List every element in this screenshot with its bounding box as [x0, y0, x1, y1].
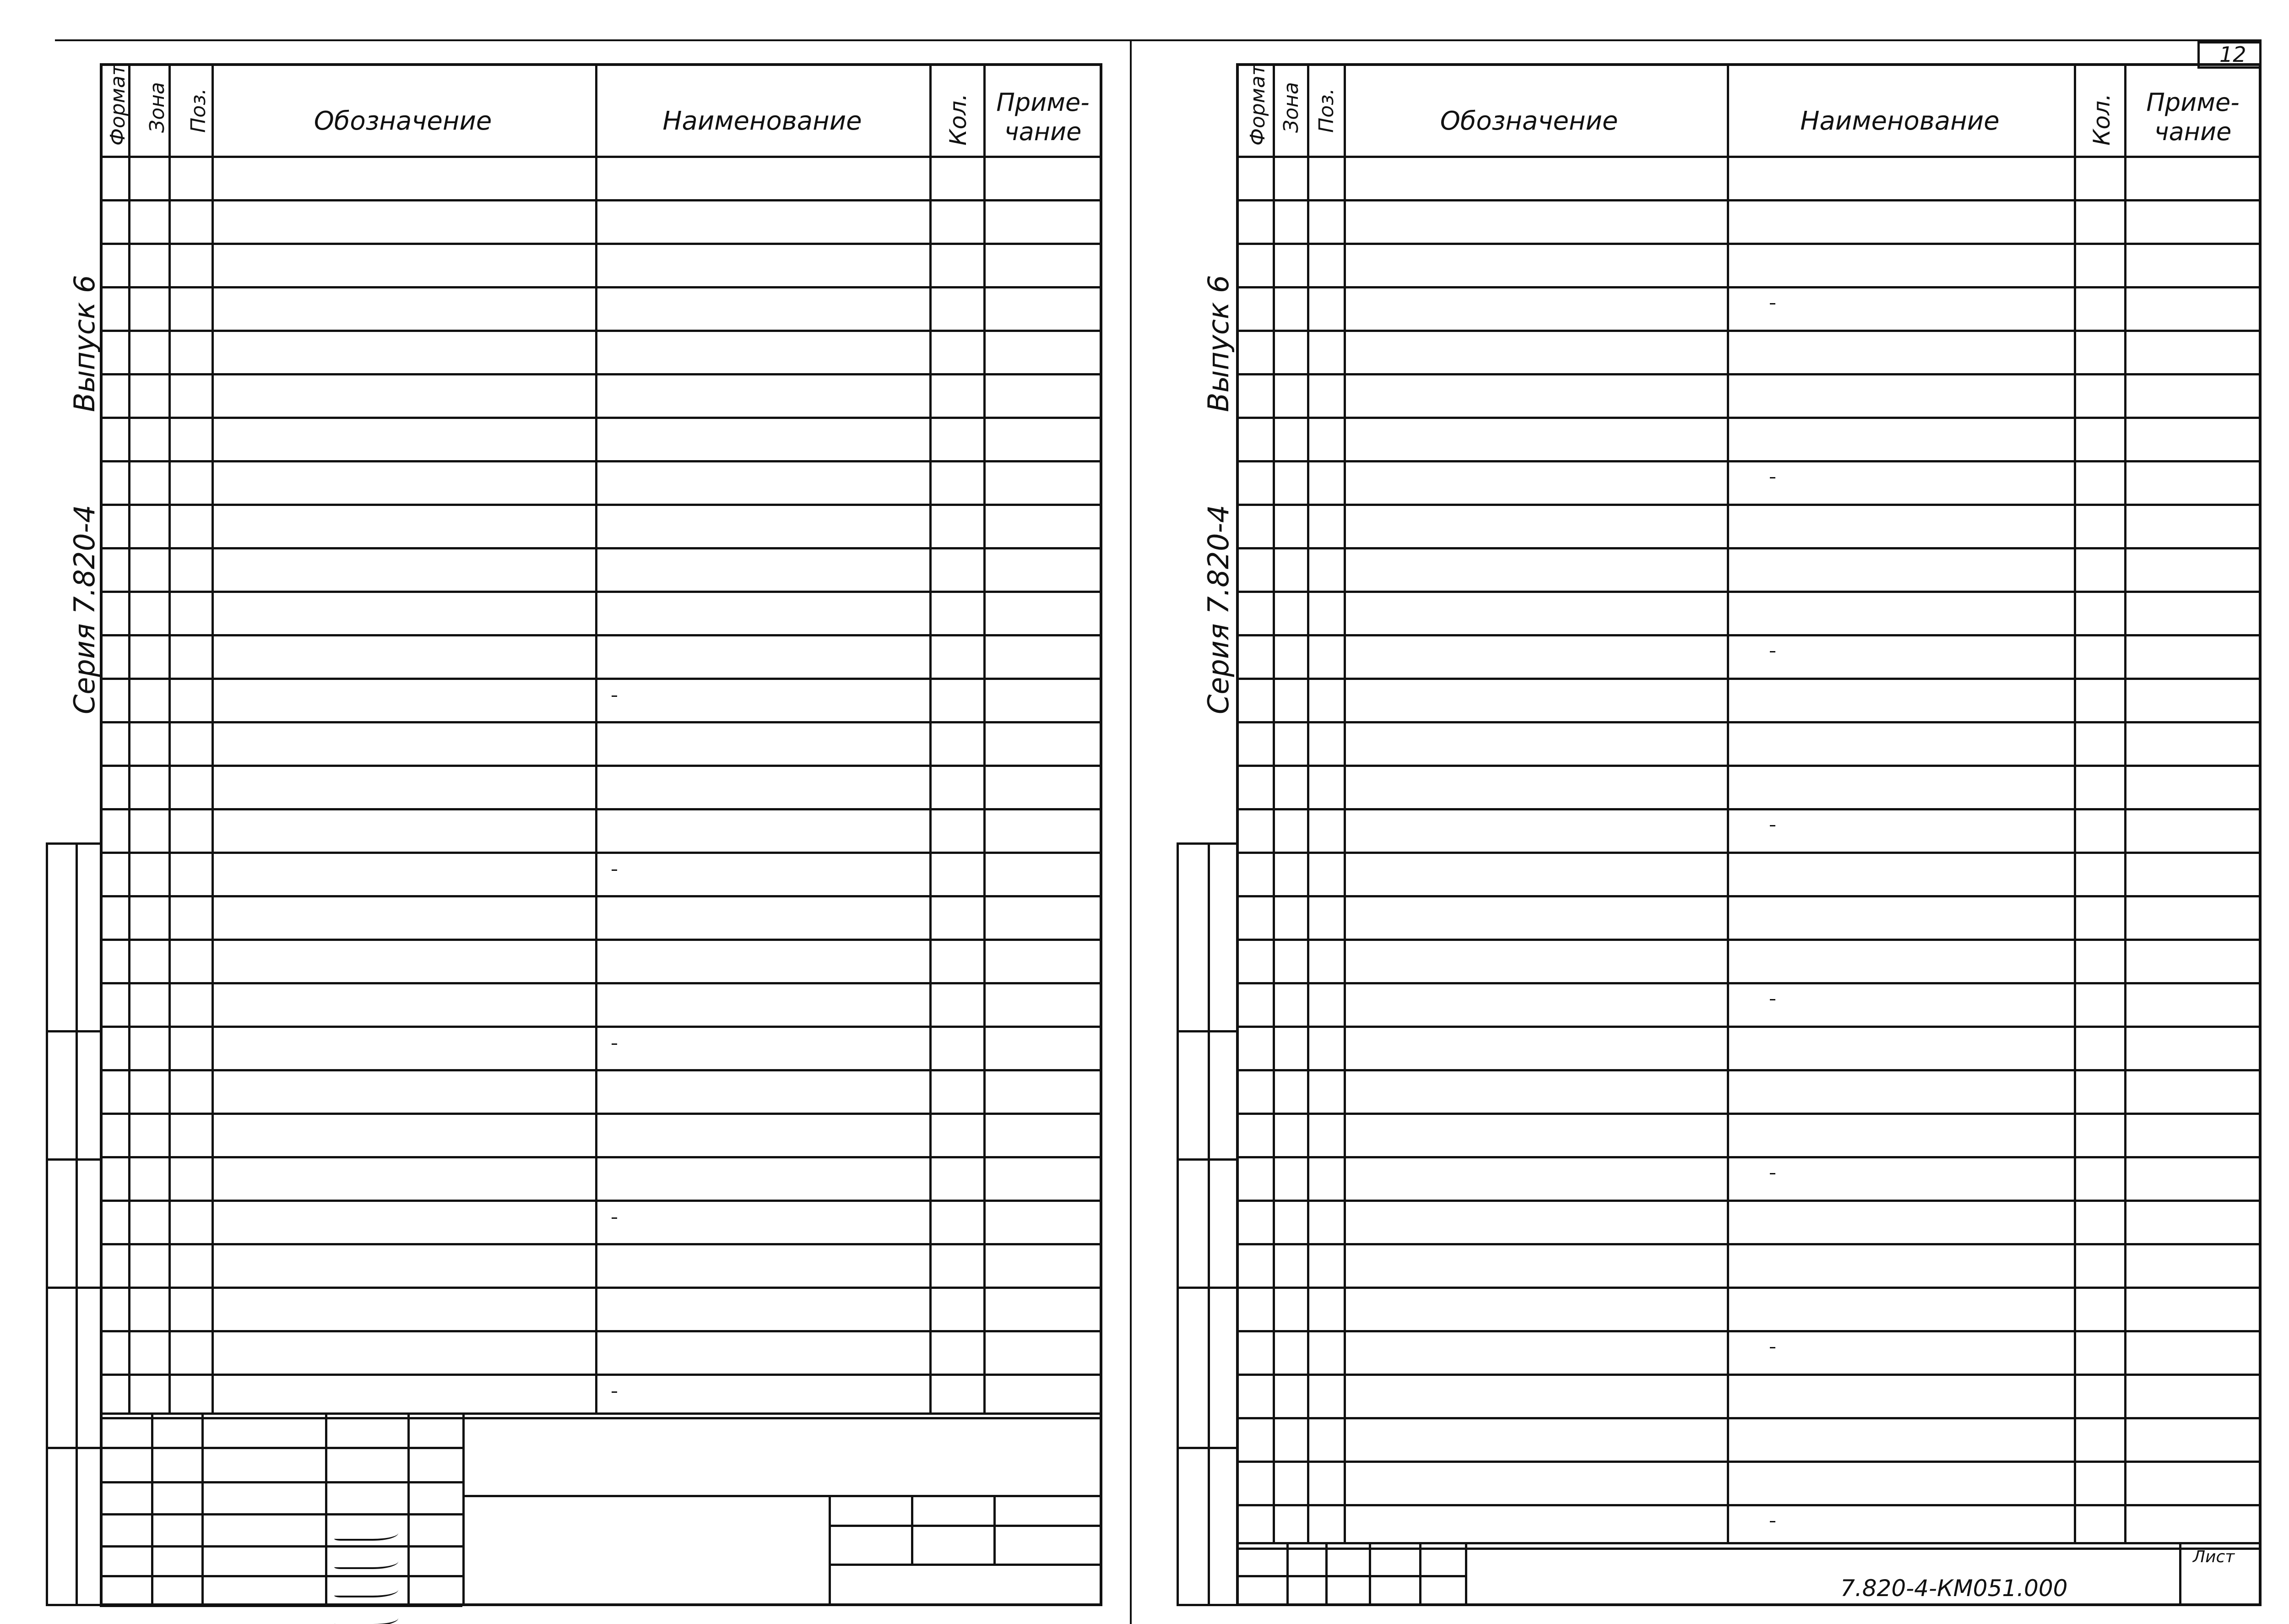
r-header-format: Формат [1246, 64, 1269, 146]
row-line [1236, 1374, 2262, 1376]
r-header-designation: Обозначение [1440, 106, 1618, 136]
signature [334, 1550, 398, 1569]
row-line [1236, 1243, 2262, 1245]
gost-block [600, 1122, 920, 1181]
stamp-row [100, 1545, 462, 1548]
row-line [100, 1200, 1102, 1202]
tolerance [1770, 1347, 1775, 1348]
header-designation: Обозначение [314, 106, 492, 136]
side-issue: Выпуск 6 [68, 275, 101, 412]
row-line [1236, 765, 2262, 767]
tolerance [1770, 303, 1775, 304]
tolerance [1770, 999, 1775, 1000]
signature [334, 1607, 398, 1624]
row-line [1236, 852, 2262, 854]
row-line [1236, 1504, 2262, 1506]
r-side-series: Серия 7.820-4 [1202, 505, 1235, 714]
row-line [1236, 808, 2262, 810]
signature [334, 1521, 398, 1541]
tolerance-grade [1770, 651, 1775, 652]
row-line [1236, 939, 2262, 941]
strip-divider [46, 1158, 103, 1161]
row-line [100, 721, 1102, 723]
row-line [1236, 1548, 2262, 1550]
row-line [100, 1113, 1102, 1115]
tolerance-grade [1770, 1347, 1775, 1348]
side-series: Серия 7.820-4 [68, 505, 101, 714]
row-line [1236, 547, 2262, 549]
r-header-note: Приме- чание [2146, 88, 2240, 146]
r-header-pos: Поз. [1315, 88, 1338, 133]
header-pos: Поз. [187, 88, 210, 133]
stamp-col [462, 1412, 465, 1606]
header-zone: Зона [146, 82, 169, 133]
gost-block [600, 600, 920, 659]
gost-block [1735, 1077, 2074, 1137]
tolerance-grade [612, 1043, 617, 1045]
header-name: Наименование [662, 106, 862, 136]
header-qty: Кол. [945, 93, 971, 146]
row-line [100, 199, 1102, 201]
tolerance-grade [612, 869, 617, 871]
r-footer-sheet-label: Лист [2193, 1548, 2235, 1566]
row-line [100, 286, 1102, 288]
r-footer-code: 7.820-4-КМ051.000 [1840, 1575, 2068, 1602]
stamp-div [829, 1495, 831, 1606]
tolerance-grade [1770, 825, 1775, 826]
row-line [1236, 634, 2262, 636]
row-line [100, 895, 1102, 897]
strip-divider [46, 1030, 103, 1032]
row-line [100, 634, 1102, 636]
r-header-qty: Кол. [2088, 93, 2115, 146]
tolerance-grade [1770, 999, 1775, 1000]
length-spec [1767, 1161, 1775, 1184]
tolerance [1770, 1173, 1775, 1174]
tolerance-grade [1770, 1173, 1775, 1174]
gost-block [1735, 555, 2074, 615]
row-line [100, 1287, 1102, 1289]
row-line [100, 982, 1102, 984]
stamp-div [993, 1495, 996, 1564]
length-spec [609, 857, 617, 880]
tolerance-grade [612, 695, 617, 697]
row-line [1236, 1113, 2262, 1115]
length-spec [1767, 813, 1775, 836]
strip-divider [46, 1287, 103, 1289]
row-line [1236, 982, 2262, 984]
stamp-row [100, 1513, 462, 1515]
row-line [1236, 721, 2262, 723]
tolerance [1770, 825, 1775, 826]
row-line [1236, 330, 2262, 332]
row-line [1236, 1156, 2262, 1158]
length-spec [1767, 639, 1775, 662]
gost-block [1735, 903, 2074, 963]
tolerance-grade [612, 1391, 617, 1393]
row-line [1236, 1200, 2262, 1202]
stamp-div [829, 1564, 1102, 1566]
r-side-issue: Выпуск 6 [1202, 275, 1235, 412]
row-line [1236, 1417, 2262, 1419]
row-line [100, 1156, 1102, 1158]
row-line [100, 1069, 1102, 1071]
row-line [1236, 199, 2262, 201]
tolerance-grade [1770, 1521, 1775, 1522]
row-line [1236, 417, 2262, 419]
length-spec [609, 1205, 617, 1228]
tolerance [1770, 1521, 1775, 1522]
row-line [100, 1417, 1102, 1419]
tolerance [612, 695, 617, 697]
row-line [100, 1026, 1102, 1028]
row-line [100, 1412, 1102, 1415]
length-spec [609, 1379, 617, 1402]
stamp-mid [462, 1495, 1102, 1497]
sheet-number: 12 [2219, 42, 2246, 67]
row-line [1236, 460, 2262, 462]
row-line [1236, 1461, 2262, 1463]
gost-block [600, 774, 920, 833]
row-line [1236, 1026, 2262, 1028]
header-format: Формат [106, 64, 130, 146]
stamp-row [100, 1481, 462, 1483]
stamp-row [100, 1447, 462, 1449]
gost-block [600, 948, 920, 1007]
tolerance [612, 1043, 617, 1045]
tolerance-grade [1770, 303, 1775, 304]
signature [334, 1578, 398, 1597]
row-line [100, 1243, 1102, 1245]
row-line [100, 243, 1102, 245]
row-line [1236, 373, 2262, 375]
tolerance [1770, 651, 1775, 652]
gost-block [1735, 1425, 2074, 1485]
r-header-name: Наименование [1800, 106, 2000, 136]
row-line [1236, 1069, 2262, 1071]
tolerance [612, 869, 617, 871]
row-line [1236, 504, 2262, 506]
stamp-row [100, 1605, 462, 1607]
stamp-strip-frame [46, 842, 103, 1606]
strip-divider [46, 1447, 103, 1449]
row-line [1236, 243, 2262, 245]
header-note: Приме- чание [996, 88, 1090, 146]
length-spec [1767, 987, 1775, 1010]
row-line [1236, 286, 2262, 288]
row-line [100, 808, 1102, 810]
gost-block [600, 1296, 920, 1355]
tolerance [612, 1217, 617, 1219]
row-line [1236, 895, 2262, 897]
length-spec [1767, 1509, 1775, 1532]
row-line [100, 765, 1102, 767]
length-spec [1767, 291, 1775, 314]
row-line [100, 460, 1102, 462]
length-spec [609, 1031, 617, 1054]
gost-block [1735, 207, 2074, 267]
stamp-row [100, 1575, 462, 1577]
strip-inner [76, 842, 78, 1606]
row-line [1236, 1330, 2262, 1332]
row-line [1236, 678, 2262, 680]
row-line [100, 504, 1102, 506]
row-line [100, 1374, 1102, 1376]
gost-block [1735, 381, 2074, 441]
tolerance [612, 1391, 617, 1393]
row-line [100, 417, 1102, 419]
stamp-div [829, 1525, 1102, 1527]
row-line [100, 373, 1102, 375]
row-line [1236, 591, 2262, 593]
r-header-zone: Зона [1280, 82, 1303, 133]
length-spec [609, 683, 617, 706]
row-line [100, 939, 1102, 941]
tolerance [1770, 477, 1775, 478]
stamp-div [911, 1495, 913, 1564]
length-spec [1767, 465, 1775, 488]
length-spec [1767, 1335, 1775, 1358]
strip-inner [1208, 842, 1210, 1606]
row-line [100, 852, 1102, 854]
gost-block [1735, 1251, 2074, 1311]
gost-block [1735, 729, 2074, 789]
row-line [100, 330, 1102, 332]
tolerance-grade [612, 1217, 617, 1219]
row-line [100, 1330, 1102, 1332]
row-line [1236, 1287, 2262, 1289]
row-line [100, 547, 1102, 549]
row-line [100, 678, 1102, 680]
tolerance-grade [1770, 477, 1775, 478]
row-line [100, 591, 1102, 593]
